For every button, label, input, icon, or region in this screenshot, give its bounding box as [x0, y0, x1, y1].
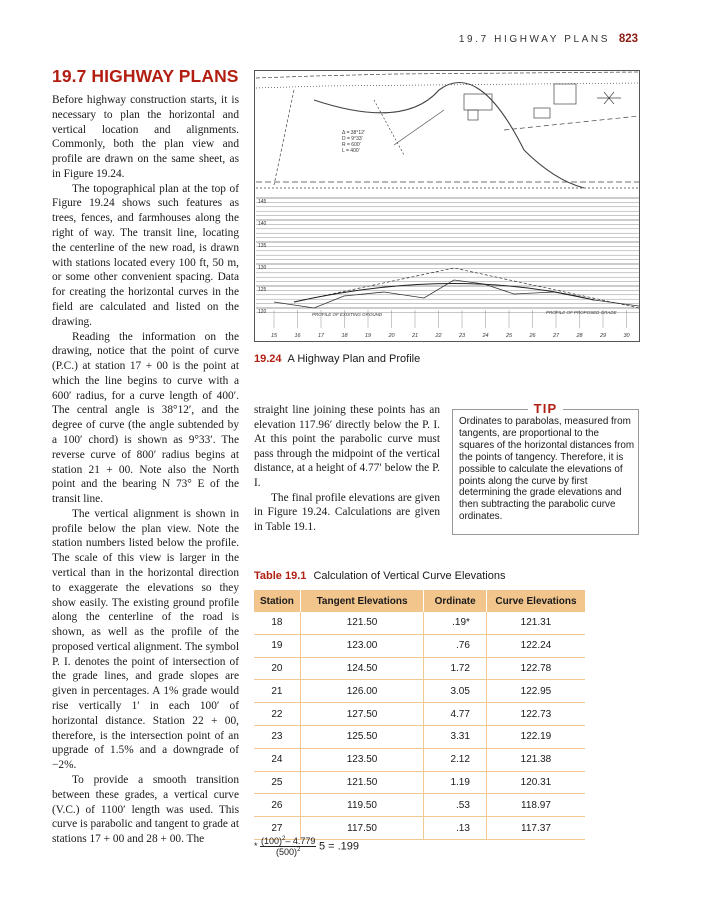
middle-column-text — [254, 403, 440, 534]
footnote-denominator: (500) — [276, 847, 298, 857]
table-cell: 117.50 — [300, 817, 424, 840]
table-cell: 22 — [254, 703, 300, 726]
table-cell: 21 — [254, 680, 300, 703]
table-cell: 117.37 — [486, 817, 585, 840]
table-cell: 1.19 — [424, 771, 487, 794]
station-label: 22 — [435, 333, 442, 339]
running-head-section: 19.7 HIGHWAY PLANS — [458, 34, 610, 45]
table-cell: 3.05 — [424, 680, 487, 703]
station-label: 18 — [341, 333, 348, 339]
table-cell: 121.38 — [486, 748, 585, 771]
footnote-marker: * — [254, 840, 258, 851]
curve-data-1: Δ = 38°12′ D = 9°33′ R = 600′ L = 400′ — [342, 130, 365, 154]
station-label: 25 — [505, 333, 513, 339]
paragraph: The final profile elevations are given in Figure 19.24. Calculations are given in Table 19.1. — [254, 491, 440, 533]
table-header-row — [254, 590, 585, 612]
table-row — [254, 771, 585, 794]
left-column-text — [52, 93, 239, 847]
station-label: 23 — [458, 333, 466, 339]
figure-number: 19.24 — [254, 353, 282, 365]
station-label: 21 — [411, 333, 419, 339]
paragraph: Before highway construction starts, it is necessary to plan the horizontal and vertical location and alignments. Commonly, both the plan view and profile are drawn on the same sheet, as in Figure 19.24. — [52, 94, 239, 180]
footnote-numerator-tail: – 4.779 — [285, 836, 316, 846]
table-row — [254, 703, 585, 726]
footnote-fraction: $\frac{(100)^2- 4.779}{(500)^2}$ — [261, 836, 316, 857]
station-label: 28 — [576, 333, 583, 339]
table-row — [254, 725, 585, 748]
table-cell: 123.00 — [300, 634, 424, 657]
footnote-result: 5 = .199 — [318, 840, 360, 853]
table-cell: 118.97 — [486, 794, 585, 817]
station-label: 19 — [364, 333, 372, 339]
table-cell: 19 — [254, 634, 300, 657]
table-cell: 24 — [254, 748, 300, 771]
page-number: 823 — [618, 33, 638, 45]
table-cell: 3.31 — [424, 725, 487, 748]
table-cell: 121.50 — [300, 771, 424, 794]
table-cell: .76 — [424, 634, 487, 657]
tip-box — [452, 403, 639, 535]
table-row — [254, 794, 585, 817]
table-cell: 2.12 — [424, 748, 487, 771]
table-cell: 20 — [254, 657, 300, 680]
table-row — [254, 612, 585, 634]
table-row — [254, 748, 585, 771]
station-label: 15 — [270, 333, 278, 339]
table-caption — [254, 570, 505, 582]
ground-label: PROFILE OF EXISTING GROUND — [312, 312, 383, 317]
section-title: 19.7 HIGHWAY PLANS — [52, 66, 239, 86]
station-label: 30 — [623, 333, 630, 339]
table-cell: 1.72 — [424, 657, 487, 680]
table-row — [254, 680, 585, 703]
paragraph: The topographical plan at the top of Figure 19.24 shows such features as trees, fences, and farmhouses along the right of way. The transit line, locating the centerline of the new road, is drawn with stations located every 100 ft, 50 m, or some other convenient spacing. Data for creating the horizontal curves in the field are calculated and listed on the drawing. — [52, 182, 239, 328]
station-label: 16 — [294, 333, 301, 339]
paragraph: The vertical alignment is shown in profile below the plan view. Note the station numbers listed below the profile. The scale of this view is larger in the vertical than in the horizontal direction to exaggerate the elevations so they show easily. The existing ground profile along the centerline of the road is shown, as well as the profile of the proposed vertical alignment. The symbol P. I. denotes the point of intersection of the grade lines, and grade slopes are given in percentages. A 1% grade would rise vertically 1′ in each 100′ of horizontal distance. Station 22 + 00, therefore, is the intersection point of an upgrade of 1.5% and a downgrade of −2%. — [52, 507, 239, 772]
table-cell: 122.78 — [486, 657, 585, 680]
table-cell: 125.50 — [300, 725, 424, 748]
elevation-label: 125 — [258, 287, 267, 293]
tip-label: TIP — [528, 401, 564, 416]
station-label: 29 — [599, 333, 607, 339]
elevation-label: 135 — [258, 243, 267, 249]
table-caption-text: Calculation of Vertical Curve Elevations — [313, 570, 506, 582]
elevation-label: 140 — [258, 221, 267, 227]
column-header: Ordinate — [424, 590, 487, 612]
highway-plan-profile-drawing — [254, 70, 640, 342]
table-cell: 122.24 — [486, 634, 585, 657]
paragraph: straight line joining these points has an elevation 117.96′ directly below the P. I. At this point the parabolic curve must pass through the midpoint of the vertical distance, at a height of 4.77′ below the P. I. — [254, 404, 440, 489]
table-cell: 23 — [254, 725, 300, 748]
table-cell: .13 — [424, 817, 487, 840]
table-cell: 121.31 — [486, 612, 585, 634]
table-cell: 4.77 — [424, 703, 487, 726]
table-cell: 126.00 — [300, 680, 424, 703]
footnote-numerator: (100) — [261, 836, 283, 846]
table-cell: .53 — [424, 794, 487, 817]
table-cell: 121.50 — [300, 612, 424, 634]
table-cell: 124.50 — [300, 657, 424, 680]
table-cell: 18 — [254, 612, 300, 634]
paragraph: Reading the information on the drawing, notice that the point of curve (P.C.) at station 17 + 00 is the point at which the line begins to curve with a 600′ radius, for a curve length of 400′. The central angle is 38°12′, and the degree of curve (the angle subtended by a 100′ chord) is shown as 9°33′. The reverse curve of 800′ radius begins at station 21 + 00. Note also the North point and the bearing N 73° E of the transit line. — [52, 330, 239, 506]
table-cell: .19* — [424, 612, 487, 634]
elevation-label: 145 — [258, 199, 267, 205]
column-header: Curve Elevations — [486, 590, 585, 612]
table-cell: 127.50 — [300, 703, 424, 726]
table-cell: 122.73 — [486, 703, 585, 726]
table-cell: 119.50 — [300, 794, 424, 817]
table-cell: 120.31 — [486, 771, 585, 794]
station-label: 20 — [388, 333, 395, 339]
figure-caption — [254, 353, 420, 365]
table-number: Table 19.1 — [254, 570, 307, 582]
column-header: Station — [254, 590, 300, 612]
tip-text: Ordinates to parabolas, measured from tangents, are proportional to the squares of the horizontal distances from the points of tangency. Therefore, it is possible to calculate the elevations of points along the curve by first determining the grade elevations and then subtracting the parabolic curve ordinates. — [459, 416, 635, 523]
footnote — [254, 836, 359, 857]
paragraph: To provide a smooth transition between these grades, a vertical curve (V.C.) of 1100′ length was used. This curve is parabolic and tangent to grade at stations 17 + 00 and 28 + 00. The — [52, 773, 239, 846]
station-label: 24 — [482, 333, 489, 339]
table-cell: 27 — [254, 817, 300, 840]
grade-label: PROFILE OF PROPOSED GRADE — [546, 310, 617, 315]
vertical-curve-table — [254, 590, 585, 840]
table-row — [254, 634, 585, 657]
figure-caption-text: A Highway Plan and Profile — [287, 353, 421, 365]
table-row — [254, 657, 585, 680]
station-label: 27 — [552, 333, 560, 339]
table-cell: 122.95 — [486, 680, 585, 703]
table-cell: 26 — [254, 794, 300, 817]
table-cell: 122.19 — [486, 725, 585, 748]
table-cell: 123.50 — [300, 748, 424, 771]
running-head — [0, 34, 702, 50]
station-label: 17 — [317, 333, 325, 339]
elevation-label: 120 — [258, 309, 267, 315]
elevation-label: 130 — [258, 265, 267, 271]
station-label: 26 — [529, 333, 536, 339]
table-cell: 25 — [254, 771, 300, 794]
column-header: Tangent Elevations — [300, 590, 424, 612]
